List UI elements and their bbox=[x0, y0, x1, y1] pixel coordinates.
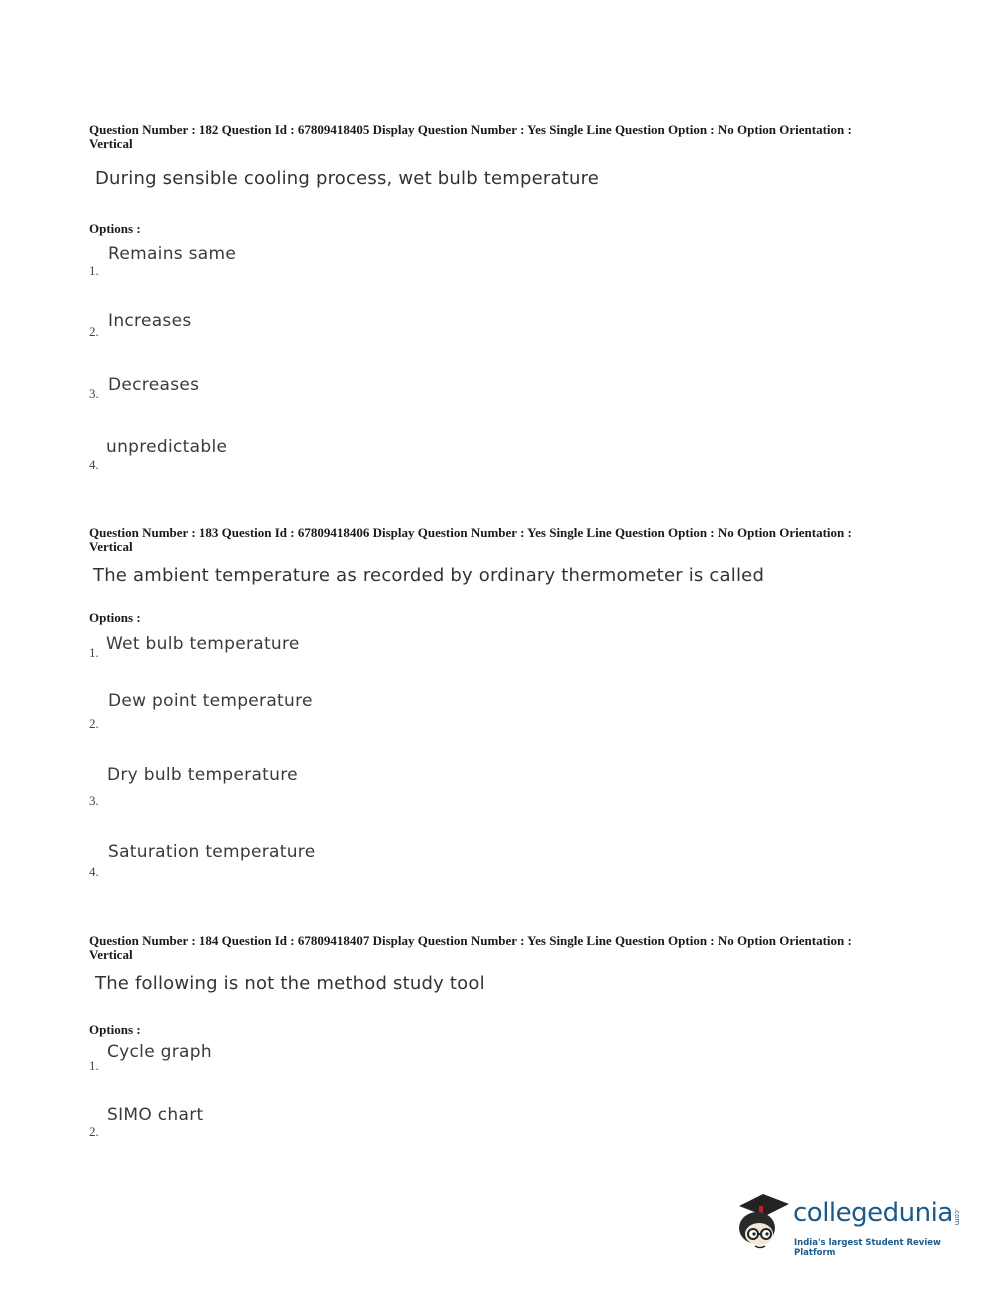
options-label: Options : bbox=[89, 221, 141, 236]
brand-tagline: India's largest Student Review Platform bbox=[794, 1238, 941, 1258]
option-number: 3. bbox=[89, 793, 99, 808]
mascot-icon bbox=[733, 1188, 793, 1260]
question-text: The following is not the method study tool bbox=[95, 973, 485, 994]
option-number: 4. bbox=[89, 457, 99, 472]
option-number: 2. bbox=[89, 1124, 99, 1139]
option-number: 1. bbox=[89, 263, 99, 278]
option-text: Dry bulb temperature bbox=[107, 765, 298, 785]
option-text: Wet bulb temperature bbox=[106, 634, 300, 654]
question-meta: Question Number : 182 Question Id : 67809418405 Display Question Number : Yes Single Line Question Option : No Option Orientation : Vertical bbox=[89, 122, 852, 151]
question-text: During sensible cooling process, wet bulb temperature bbox=[95, 168, 600, 189]
option-number: 2. bbox=[89, 324, 99, 339]
brand-com: .com bbox=[953, 1208, 961, 1226]
option-text: Cycle graph bbox=[107, 1042, 212, 1062]
option-number: 2. bbox=[89, 716, 99, 731]
option-number: 4. bbox=[89, 864, 99, 879]
option-number: 3. bbox=[89, 386, 99, 401]
option-text: Remains same bbox=[108, 244, 237, 264]
option-number: 1. bbox=[89, 1058, 99, 1073]
option-text: Saturation temperature bbox=[108, 842, 316, 862]
collegedunia-logo[interactable] bbox=[733, 1188, 963, 1260]
option-text: SIMO chart bbox=[107, 1105, 204, 1125]
question-meta: Question Number : 183 Question Id : 67809418406 Display Question Number : Yes Single Line Question Option : No Option Orientation : Vertical bbox=[89, 525, 852, 554]
option-text: Increases bbox=[108, 311, 192, 331]
option-text: Decreases bbox=[108, 375, 200, 395]
option-text: unpredictable bbox=[106, 437, 228, 457]
question-meta: Question Number : 184 Question Id : 67809418407 Display Question Number : Yes Single Line Question Option : No Option Orientation : Vertical bbox=[89, 933, 852, 962]
brand-name: collegedunia bbox=[793, 1198, 953, 1228]
option-number: 1. bbox=[89, 645, 99, 660]
options-label: Options : bbox=[89, 610, 141, 625]
question-text: The ambient temperature as recorded by ordinary thermometer is called bbox=[93, 565, 765, 586]
option-text: Dew point temperature bbox=[108, 691, 313, 711]
options-label: Options : bbox=[89, 1022, 141, 1037]
